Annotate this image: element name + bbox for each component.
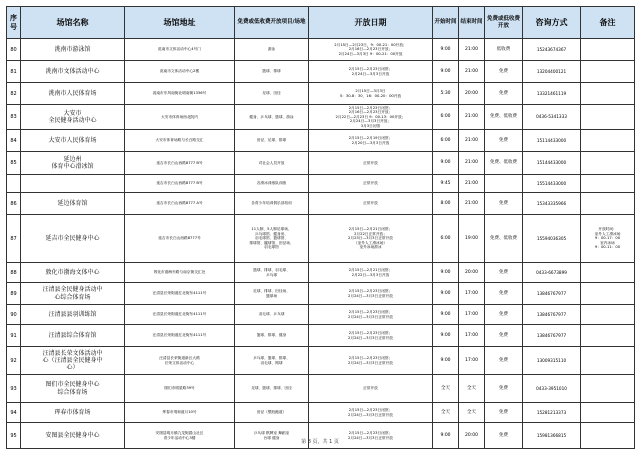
cell-fee: 免费 bbox=[485, 193, 523, 215]
cell-end: 21:00 bbox=[459, 193, 485, 215]
header-no: 序号 bbox=[7, 7, 21, 39]
cell-start: 9:00 bbox=[433, 263, 459, 283]
cell-note bbox=[581, 105, 635, 130]
table-row bbox=[7, 375, 635, 403]
table-row bbox=[7, 152, 635, 175]
cell-phone: 13846767977 bbox=[523, 325, 581, 347]
cell-end: 21:00 bbox=[459, 39, 485, 61]
cell-note bbox=[581, 325, 635, 347]
cell-phone: 0436-5341333 bbox=[523, 105, 581, 130]
table-row bbox=[7, 347, 635, 375]
cell-no: 86 bbox=[7, 193, 21, 215]
table-row bbox=[7, 215, 635, 263]
header-items: 免费或低收费开放项目/场地 bbox=[235, 7, 309, 39]
cell-note bbox=[581, 39, 635, 61]
cell-end: 17:00 bbox=[459, 347, 485, 375]
cell-note bbox=[581, 263, 635, 283]
table-header-row bbox=[7, 7, 635, 39]
cell-phone: 13321461119 bbox=[523, 83, 581, 105]
table-row bbox=[7, 283, 635, 305]
cell-no: 95 bbox=[7, 423, 21, 449]
cell-note bbox=[581, 61, 635, 83]
cell-fee: 免费 bbox=[485, 83, 523, 105]
cell-end: 21:00 bbox=[459, 61, 485, 83]
cell-items: 足球、排球、田径场、 篮球场 bbox=[235, 283, 309, 305]
cell-fee bbox=[485, 175, 523, 193]
cell-phone: 15243674367 bbox=[523, 39, 581, 61]
cell-items: 健身、乒乓球、篮球、游泳 bbox=[235, 105, 309, 130]
cell-fee: 免费、低收费 bbox=[485, 105, 523, 130]
cell-start: 6:00 bbox=[433, 215, 459, 263]
cell-dates: 2月15日—2月23日闭馆； 2月24日—3月3日正常开放 bbox=[309, 305, 433, 325]
cell-fee: 免费、低收费 bbox=[485, 215, 523, 263]
cell-phone: 15281213373 bbox=[523, 403, 581, 423]
cell-address: 延吉市长白山西路8777 A号 bbox=[125, 193, 235, 215]
cell-end: 20:00 bbox=[459, 83, 485, 105]
cell-note bbox=[581, 347, 635, 375]
cell-dates: 2月15日—2月21日闭馆； 2月22日—3月3日开放 bbox=[309, 263, 433, 283]
cell-dates: 正常开放 bbox=[309, 175, 433, 193]
cell-end: 21:00 bbox=[459, 152, 485, 175]
cell-name: 珲春市体育场 bbox=[21, 403, 125, 423]
cell-no: 81 bbox=[7, 61, 21, 83]
cell-items: 足球、田径 bbox=[235, 83, 309, 105]
cell-end: 20:00 bbox=[459, 263, 485, 283]
table-row bbox=[7, 305, 635, 325]
cell-name: 洮南市人民体育场 bbox=[21, 83, 125, 105]
cell-note bbox=[581, 403, 635, 423]
cell-name: 大安市人民体育场 bbox=[21, 130, 125, 152]
cell-phone: 15981366815 bbox=[523, 423, 581, 449]
header-start: 开始时间 bbox=[433, 7, 459, 39]
cell-phone: 15114433000 bbox=[523, 130, 581, 152]
table-row bbox=[7, 130, 635, 152]
cell-items: 足球、篮球、排球、田径 bbox=[235, 375, 309, 403]
cell-fee: 免费 bbox=[485, 403, 523, 423]
header-note: 备注 bbox=[581, 7, 635, 39]
cell-no: 80 bbox=[7, 39, 21, 61]
cell-fee: 免费 bbox=[485, 325, 523, 347]
cell-start: 全天 bbox=[433, 375, 459, 403]
cell-address: 洮南市文体活动中心2楼 bbox=[125, 61, 235, 83]
cell-address: 大安市体育场西北院内 bbox=[125, 105, 235, 130]
cell-name: 大安市 全民健身活动中心 bbox=[21, 105, 125, 130]
cell-fee: 低收费 bbox=[485, 39, 523, 61]
cell-no: 83 bbox=[7, 105, 21, 130]
cell-fee: 免费 bbox=[485, 61, 523, 83]
cell-no: 85 bbox=[7, 152, 21, 175]
cell-no: 89 bbox=[7, 283, 21, 305]
cell-end: 17:00 bbox=[459, 283, 485, 305]
cell-note bbox=[581, 152, 635, 175]
cell-name: 安图县全民健身中心 bbox=[21, 423, 125, 449]
cell-no: 93 bbox=[7, 375, 21, 403]
cell-dates: 正常开放 bbox=[309, 193, 433, 215]
cell-name: 洮南市文体活动中心 bbox=[21, 61, 125, 83]
cell-fee: 免费 bbox=[485, 263, 523, 283]
cell-start: 9:00 bbox=[433, 423, 459, 449]
cell-start: 9:00 bbox=[433, 39, 459, 61]
header-name: 场馆名称 bbox=[21, 7, 125, 39]
cell-address: 敦化市渤海东路与南京街交汇处 bbox=[125, 263, 235, 283]
cell-end: 全天 bbox=[459, 403, 485, 423]
cell-end: 全天 bbox=[459, 375, 485, 403]
cell-phone: 0433-3951010 bbox=[523, 375, 581, 403]
cell-dates: 2月15日—2月23日闭馆； 2月24日—3月3日正常开放 bbox=[309, 325, 433, 347]
cell-start: 6:00 bbox=[433, 130, 459, 152]
table-row bbox=[7, 83, 635, 105]
cell-items: 篮球、排球 bbox=[235, 61, 309, 83]
cell-address: 延吉市长白山西路8777 B号 bbox=[125, 152, 235, 175]
cell-fee: 免费 bbox=[485, 283, 523, 305]
cell-name: 延吉市全民健身中心 bbox=[21, 215, 125, 263]
page-footer: 第 8 页，共 1 页 bbox=[301, 439, 339, 445]
cell-fee: 免费 bbox=[485, 305, 523, 325]
cell-phone: 13846767977 bbox=[523, 283, 581, 305]
cell-dates: 2月15日—2月23日闭馆； 2月24日—3月3日开放 bbox=[309, 61, 433, 83]
cell-phone: 13846767977 bbox=[523, 305, 581, 325]
venue-table-sheet bbox=[6, 6, 634, 440]
table-row bbox=[7, 325, 635, 347]
cell-address: 大安市体育场路与长白路交汇 bbox=[125, 130, 235, 152]
cell-items: 11人制、5人制足球场、 乒乓球馆、健身房、 羽毛球馆、篮球馆、 排球馆、毽球馆、田径场、 羽毛球馆 bbox=[235, 215, 309, 263]
table-row bbox=[7, 403, 635, 423]
cell-dates: 2月15日—2月21日闭馆； 2月22日正常开放； 2月23日—3月3日正常开放 （室外人工滑冰场） 室外冰场滑冰 bbox=[309, 215, 433, 263]
cell-no: 88 bbox=[7, 263, 21, 283]
cell-address: 图们市明星路39号 bbox=[125, 375, 235, 403]
cell-address: 汪清县长荣街道新区大路 长荣文体活动中心 bbox=[125, 347, 235, 375]
cell-dates: 正常开放 bbox=[309, 375, 433, 403]
cell-note bbox=[581, 83, 635, 105]
cell-start: 9:00 bbox=[433, 152, 459, 175]
cell-address: 汪清县长荣街道红北街东4111号 bbox=[125, 283, 235, 305]
cell-start: 9:00 bbox=[433, 283, 459, 305]
header-fee: 免费或低收费开放 bbox=[485, 7, 523, 39]
cell-dates: 2月15日—2月19日闭馆； 2月20日—3月3日开放 bbox=[309, 130, 433, 152]
header-end: 结束时间 bbox=[459, 7, 485, 39]
cell-no: 84 bbox=[7, 130, 21, 152]
cell-dates: 2月15日—2月23日闭馆； 2月16日—2月23日开放； 2月22日—2月23日 9：00-13：00开放； 2月24日—3月3日开放； 3月3日闭馆 bbox=[309, 105, 433, 130]
cell-fee: 免费 bbox=[485, 347, 523, 375]
cell-start: 9:00 bbox=[433, 347, 459, 375]
cell-name: 延边州 体育中心滑冰馆 bbox=[21, 152, 125, 175]
cell-end: 17:00 bbox=[459, 325, 485, 347]
cell-note bbox=[581, 283, 635, 305]
cell-end: 19:00 bbox=[459, 215, 485, 263]
cell-phone: 15514433000 bbox=[523, 175, 581, 193]
cell-start: 9:45 bbox=[433, 175, 459, 193]
cell-start: 9:00 bbox=[433, 325, 459, 347]
header-address: 场馆地址 bbox=[125, 7, 235, 39]
table-row bbox=[7, 105, 635, 130]
header-dates: 开放日期 bbox=[309, 7, 433, 39]
cell-note bbox=[581, 130, 635, 152]
cell-address: 汪清县长荣街道红北街东4111号 bbox=[125, 305, 235, 325]
cell-dates: 2月15日—2月23日闭馆； 2月24日—3月3日正常开放 bbox=[309, 283, 433, 305]
cell-phone: 13204400121 bbox=[523, 61, 581, 83]
cell-name: 敦化市渤海文体中心 bbox=[21, 263, 125, 283]
cell-note bbox=[581, 193, 635, 215]
cell-name: 汪清县县羽训练馆 bbox=[21, 305, 125, 325]
cell-end: 21:00 bbox=[459, 130, 485, 152]
cell-start: 6:00 bbox=[433, 105, 459, 130]
cell-phone: 15343335966 bbox=[523, 193, 581, 215]
cell-name: 汪清县全民健身活动中 心综合体育场 bbox=[21, 283, 125, 305]
cell-dates: 2月15日—2月23日，9：00-21：00开放； 2月16日—2月23日开放； 2月24日—3月3日 9：00-21：00开放 bbox=[309, 39, 433, 61]
cell-phone: 13009315110 bbox=[523, 347, 581, 375]
cell-phone: 0433-6673899 bbox=[523, 263, 581, 283]
cell-no: 87 bbox=[7, 215, 21, 263]
cell-address: 洮南市文体活动中心4号门 bbox=[125, 39, 235, 61]
cell-end: 20:00 bbox=[459, 423, 485, 449]
cell-name: 洮南市游泳馆 bbox=[21, 39, 125, 61]
cell-items: 乒乓球 棋牌室 舞蹈室 台球 健身 bbox=[235, 423, 309, 449]
cell-address: 安图县明月镇九龙街碧山社区 青少年活动中心3楼 bbox=[125, 423, 235, 449]
cell-fee: 免费 bbox=[485, 375, 523, 403]
cell-address: 延吉市长白山西路8777号 bbox=[125, 215, 235, 263]
cell-address: 汪清县长荣街道红北街东4111号 bbox=[125, 325, 235, 347]
cell-note bbox=[581, 175, 635, 193]
cell-address: 洮南市东风南街北明南街1336号 bbox=[125, 83, 235, 105]
cell-name: 延边体育馆 bbox=[21, 193, 125, 215]
cell-name: 汪清县综合体育馆 bbox=[21, 325, 125, 347]
cell-items: 田径、足球、排球 bbox=[235, 130, 309, 152]
cell-items: 篮球、排球、健身 bbox=[235, 325, 309, 347]
cell-note bbox=[581, 375, 635, 403]
cell-items: 篮球、排球、羽毛球、 乒乓球 bbox=[235, 263, 309, 283]
cell-address: 珲春市靖和道月10号 bbox=[125, 403, 235, 423]
cell-phone: 15144433000 bbox=[523, 152, 581, 175]
table-row bbox=[7, 39, 635, 61]
cell-end: 17:00 bbox=[459, 305, 485, 325]
cell-name: 汪清县长荣文体活动中 心（汪清县全民健身中 心） bbox=[21, 347, 125, 375]
cell-no: 94 bbox=[7, 403, 21, 423]
cell-start: 全天 bbox=[433, 403, 459, 423]
cell-items: 各滑冰训练队训练 bbox=[235, 175, 309, 193]
cell-no: 90 bbox=[7, 305, 21, 325]
cell-items: 各青少年培训俱乐部培训 bbox=[235, 193, 309, 215]
cell-items: 羽毛球、乒乓球 bbox=[235, 305, 309, 325]
cell-dates: 正常开放 bbox=[309, 152, 433, 175]
cell-items: 游泳 bbox=[235, 39, 309, 61]
cell-fee: 免费 bbox=[485, 423, 523, 449]
cell-note: 开放时间： 室外人工滑冰场 9：00-17：00 室内冰场 9：00-11：00 bbox=[581, 215, 635, 263]
cell-items: 对社会人员开放 bbox=[235, 152, 309, 175]
cell-start: 9:00 bbox=[433, 305, 459, 325]
cell-items: 乒乓球、篮球、排球、 羽毛球、网球 bbox=[235, 347, 309, 375]
cell-fee: 免费 bbox=[485, 130, 523, 152]
venue-table bbox=[6, 6, 635, 449]
cell-dates: 2月15日—2月23日闭馆； 2月24日—3月3日正常开放 bbox=[309, 347, 433, 375]
cell-address: 延吉市长白山西路8777 B号 bbox=[125, 175, 235, 193]
table-row bbox=[7, 263, 635, 283]
cell-name: 图们市全民健身中心 综合体育场 bbox=[21, 375, 125, 403]
cell-start: 5:30 bbox=[433, 83, 459, 105]
table-row bbox=[7, 61, 635, 83]
cell-no: 91 bbox=[7, 325, 21, 347]
cell-name bbox=[21, 175, 125, 193]
cell-fee: 免费、低收费 bbox=[485, 152, 523, 175]
cell-dates: 2月15日—2月23日闭馆； 2月24日—3月3日正常开放 bbox=[309, 423, 433, 449]
cell-note bbox=[581, 305, 635, 325]
cell-no: 92 bbox=[7, 347, 21, 375]
cell-dates: 2月15日—2月23日闭馆； 2月24日—3月3日正常开放 bbox=[309, 403, 433, 423]
cell-no: 82 bbox=[7, 83, 21, 105]
table-row bbox=[7, 193, 635, 215]
cell-end: 21:00 bbox=[459, 105, 485, 130]
cell-no bbox=[7, 175, 21, 193]
cell-phone: 15594036305 bbox=[523, 215, 581, 263]
cell-items: 田径（塑胶跑道） bbox=[235, 403, 309, 423]
cell-start: 8:00 bbox=[433, 193, 459, 215]
header-phone: 咨询方式 bbox=[523, 7, 581, 39]
cell-dates: 2月15日—3月3日 5：30-8：30，16：00-20：00开放 bbox=[309, 83, 433, 105]
cell-start: 9:00 bbox=[433, 61, 459, 83]
table-row bbox=[7, 175, 635, 193]
cell-end: 21:00 bbox=[459, 175, 485, 193]
